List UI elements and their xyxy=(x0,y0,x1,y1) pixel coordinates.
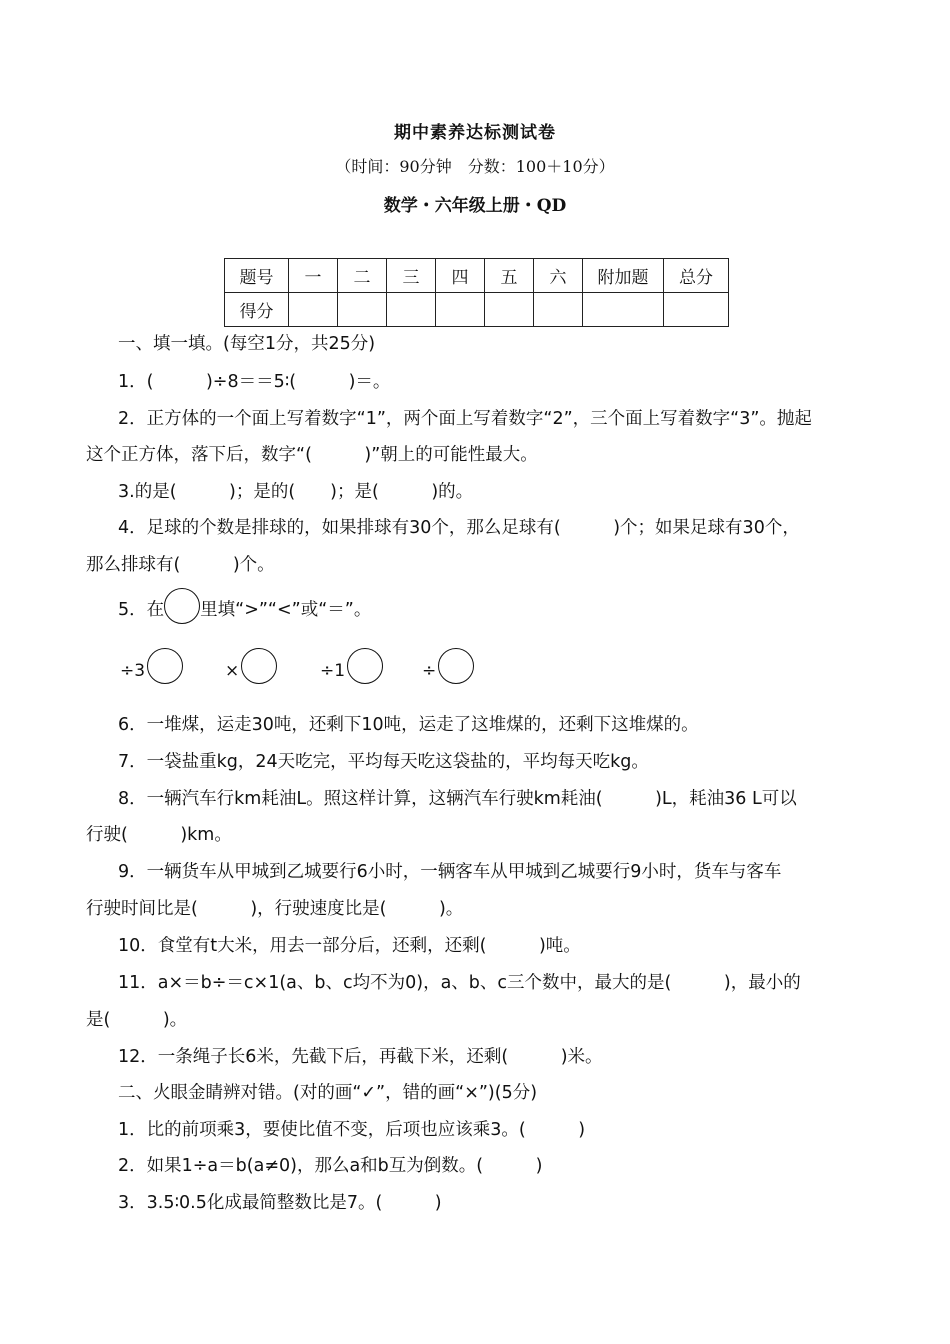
question-1-12: 12．一条绳子长6米，先截下后，再截下米，还剩( )米。 xyxy=(118,1047,603,1067)
exam-subject: 数学・六年级上册・QD xyxy=(383,196,567,216)
score-header-cell: 总分 xyxy=(664,259,729,293)
score-table-score-row xyxy=(225,293,729,327)
score-cell[interactable] xyxy=(485,293,534,327)
score-header-cell: 三 xyxy=(387,259,436,293)
section1-heading: 一、填一填。(每空1分，共25分) xyxy=(118,334,376,354)
question-1-1: 1．( )÷8＝＝5∶( )＝。 xyxy=(118,372,391,392)
compare-expr: ÷ xyxy=(422,661,437,681)
score-header-cell: 题号 xyxy=(225,259,289,293)
question-1-5-prefix: 5．在 xyxy=(118,600,165,620)
question-1-9-line2: 行驶时间比是( )，行驶速度比是( )。 xyxy=(86,899,464,919)
section2-heading: 二、火眼金睛辨对错。(对的画“✓”，错的画“×”)(5分) xyxy=(118,1083,538,1103)
compare-circle-icon[interactable] xyxy=(347,648,383,684)
exam-time-score: （时间：90分钟 分数：100＋10分） xyxy=(335,157,615,176)
score-cell[interactable] xyxy=(583,293,664,327)
score-cell[interactable] xyxy=(338,293,387,327)
score-cell[interactable] xyxy=(436,293,485,327)
question-1-3: 3.的是( )；是的( )；是( )的。 xyxy=(118,482,474,502)
question-2-2: 2．如果1÷a＝b(a≠0)，那么a和b互为倒数。( ) xyxy=(118,1156,543,1176)
question-1-2-line2: 这个正方体，落下后，数字“( )”朝上的可能性最大。 xyxy=(86,445,538,465)
question-1-5 xyxy=(118,588,371,624)
score-header-cell: 一 xyxy=(289,259,338,293)
question-1-11-line1: 11．a×＝b÷＝c×1(a、b、c均不为0)，a、b、c三个数中，最大的是( )，最小的 xyxy=(118,973,801,993)
score-row-label: 得分 xyxy=(225,293,289,327)
question-2-1: 1．比的前项乘3，要使比值不变，后项也应该乘3。( ) xyxy=(118,1120,586,1140)
compare-expr: × xyxy=(225,661,240,681)
compare-circle-icon[interactable] xyxy=(438,648,474,684)
score-header-cell: 二 xyxy=(338,259,387,293)
question-1-2-line1: 2．正方体的一个面上写着数字“1”，两个面上写着数字“2”，三个面上写着数字“3”。抛起 xyxy=(118,409,812,429)
question-1-5-suffix: 里填“>”“<”或“＝”。 xyxy=(200,600,372,620)
question-1-8-line2: 行驶( )km。 xyxy=(86,825,232,845)
question-1-4-line1: 4．足球的个数是排球的，如果排球有30个，那么足球有( )个；如果足球有30个， xyxy=(118,518,800,538)
compare-circle-icon xyxy=(164,588,200,624)
question-1-10: 10．食堂有t大米，用去一部分后，还剩，还剩( )吨。 xyxy=(118,936,581,956)
score-cell[interactable] xyxy=(289,293,338,327)
compare-expr: ÷1 xyxy=(320,661,346,681)
question-1-7: 7．一袋盐重kg，24天吃完，平均每天吃这袋盐的，平均每天吃kg。 xyxy=(118,752,649,772)
score-header-cell: 五 xyxy=(485,259,534,293)
score-table xyxy=(224,258,729,327)
score-cell[interactable] xyxy=(534,293,583,327)
score-header-cell: 六 xyxy=(534,259,583,293)
score-cell[interactable] xyxy=(664,293,729,327)
compare-expr: ÷3 xyxy=(120,661,146,681)
question-1-4-line2: 那么排球有( )个。 xyxy=(86,555,275,575)
compare-item-4 xyxy=(422,648,474,684)
compare-circle-icon[interactable] xyxy=(241,648,277,684)
question-1-8-line1: 8．一辆汽车行km耗油L。照这样计算，这辆汽车行驶km耗油( )L，耗油36 L可以 xyxy=(118,789,797,809)
compare-item-3 xyxy=(320,648,383,684)
question-1-11-line2: 是( )。 xyxy=(86,1010,188,1030)
score-header-cell: 附加题 xyxy=(583,259,664,293)
exam-title: 期中素养达标测试卷 xyxy=(394,123,556,143)
score-table-header-row xyxy=(225,259,729,293)
score-header-cell: 四 xyxy=(436,259,485,293)
score-cell[interactable] xyxy=(387,293,436,327)
question-2-3: 3．3.5∶0.5化成最简整数比是7。( ) xyxy=(118,1193,442,1213)
question-1-6: 6．一堆煤，运走30吨，还剩下10吨，运走了这堆煤的，还剩下这堆煤的。 xyxy=(118,715,699,735)
compare-item-2 xyxy=(225,648,277,684)
compare-circle-icon[interactable] xyxy=(147,648,183,684)
question-1-9-line1: 9．一辆货车从甲城到乙城要行6小时，一辆客车从甲城到乙城要行9小时，货车与客车 xyxy=(118,862,782,882)
compare-item-1 xyxy=(120,648,183,684)
